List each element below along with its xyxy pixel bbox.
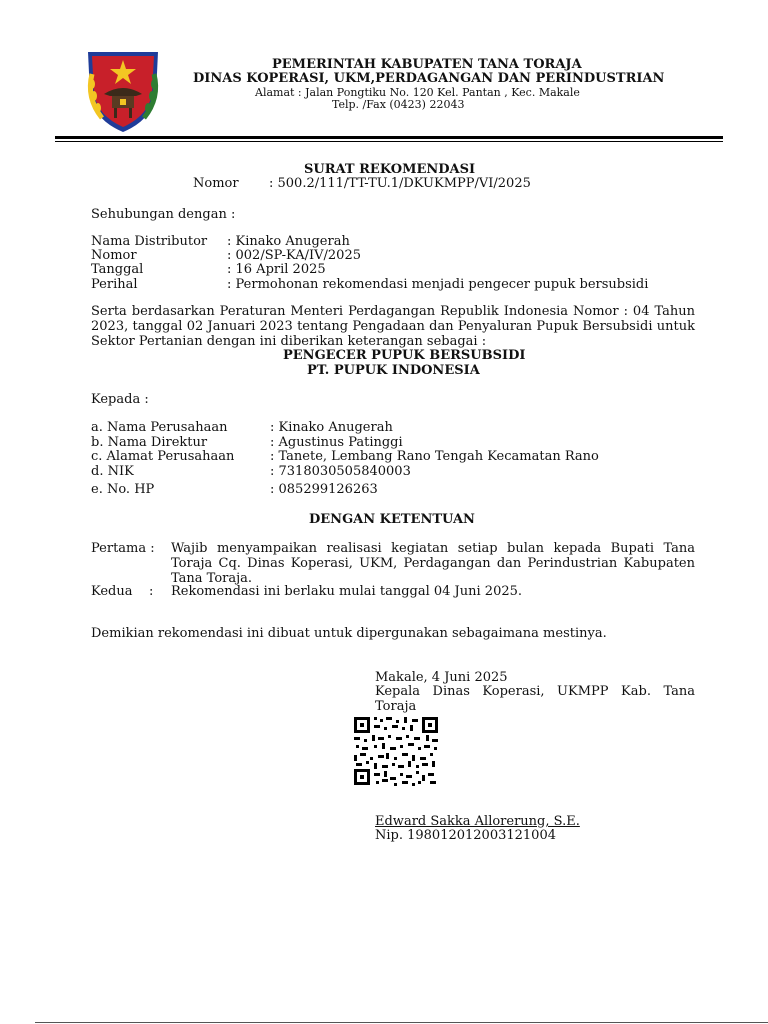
signature-place-date: Makale, 4 Juni 2025 <box>375 670 508 685</box>
designation-line-2: PT. PUPUK INDONESIA <box>307 363 480 378</box>
signature-position: Kepala Dinas Koperasi, UKMPP Kab. Tana Toraja <box>375 684 695 714</box>
company-label: c. Alamat Perusahaan <box>91 449 235 464</box>
reference-label: Nomor <box>91 248 137 263</box>
company-value: : Tanete, Lembang Rano Tengah Kecamatan Rano <box>270 449 599 464</box>
company-value: : 7318030505840003 <box>270 464 411 479</box>
basis-paragraph: Serta berdasarkan Peraturan Menteri Perdagangan Republik Indonesia Nomor : 04 Tahun 2023, tanggal 02 Januari 2023 tentang Pengadaan dan Penyaluran Pupuk Bersubsidi untuk Sektor Pertanian dengan ini diberikan keterangan sebagai : <box>91 304 695 349</box>
signatory-nip: Nip. 198012012003121004 <box>375 828 556 843</box>
letterhead-phone: Telp. /Fax (0423) 22043 <box>332 98 465 111</box>
header-divider-thick <box>55 136 723 139</box>
term-label: Kedua : <box>91 584 154 599</box>
company-label: b. Nama Direktur <box>91 435 208 450</box>
company-label: a. Nama Perusahaan <box>91 420 228 435</box>
reference-value: : 002/SP-KA/IV/2025 <box>227 248 361 263</box>
document-number-value: : 500.2/111/TT-TU.1/DKUKMPP/VI/2025 <box>269 176 531 191</box>
letterhead-agency: DINAS KOPERASI, UKM,PERDAGANGAN DAN PERINDUSTRIAN <box>193 71 665 86</box>
designation-line-1: PENGECER PUPUK BERSUBSIDI <box>283 348 526 363</box>
company-value: : Agustinus Patinggi <box>270 435 403 450</box>
reference-value: : Kinako Anugerah <box>227 234 350 249</box>
kepada-label: Kepada : <box>91 392 149 407</box>
document-title: SURAT REKOMENDASI <box>304 162 476 177</box>
term-item <box>91 584 695 600</box>
signatory-name: Edward Sakka Allorerung, S.E. <box>375 814 580 829</box>
reference-value: : 16 April 2025 <box>227 262 326 277</box>
company-label: e. No. HP <box>91 482 155 497</box>
qr-code-signature <box>352 715 440 787</box>
regency-emblem-logo <box>80 48 166 134</box>
term-text: Rekomendasi ini berlaku mulai tanggal 04 Juni 2025. <box>171 584 523 599</box>
header-divider-thin <box>55 141 723 142</box>
reference-value: : Permohonan rekomendasi menjadi pengecer pupuk bersubsidi <box>227 277 649 292</box>
terms-heading: DENGAN KETENTUAN <box>309 512 475 527</box>
term-label: Pertama : <box>91 541 155 556</box>
reference-label: Nama Distributor <box>91 234 208 249</box>
company-value: : Kinako Anugerah <box>270 420 393 435</box>
closing-statement: Demikian rekomendasi ini dibuat untuk dipergunakan sebagaimana mestinya. <box>91 626 607 641</box>
reference-label: Perihal <box>91 277 138 292</box>
term-text: Wajib menyampaikan realisasi kegiatan setiap bulan kepada Bupati Tana Toraja Cq. Dinas Koperasi, UKM, Perdagangan dan Perindustrian Kabupaten Tana Toraja. <box>171 541 695 586</box>
reference-label: Tanggal <box>91 262 144 277</box>
company-label: d. NIK <box>91 464 134 479</box>
document-number-label: Nomor <box>193 176 239 191</box>
letterhead-government: PEMERINTAH KABUPATEN TANA TORAJA <box>272 57 582 72</box>
term-item <box>91 541 695 589</box>
company-value: : 085299126263 <box>270 482 378 497</box>
letterhead-address: Alamat : Jalan Pongtiku No. 120 Kel. Pantan , Kec. Makale <box>255 86 580 99</box>
page-bottom-line <box>35 1022 768 1023</box>
intro-text: Sehubungan dengan : <box>91 207 236 222</box>
